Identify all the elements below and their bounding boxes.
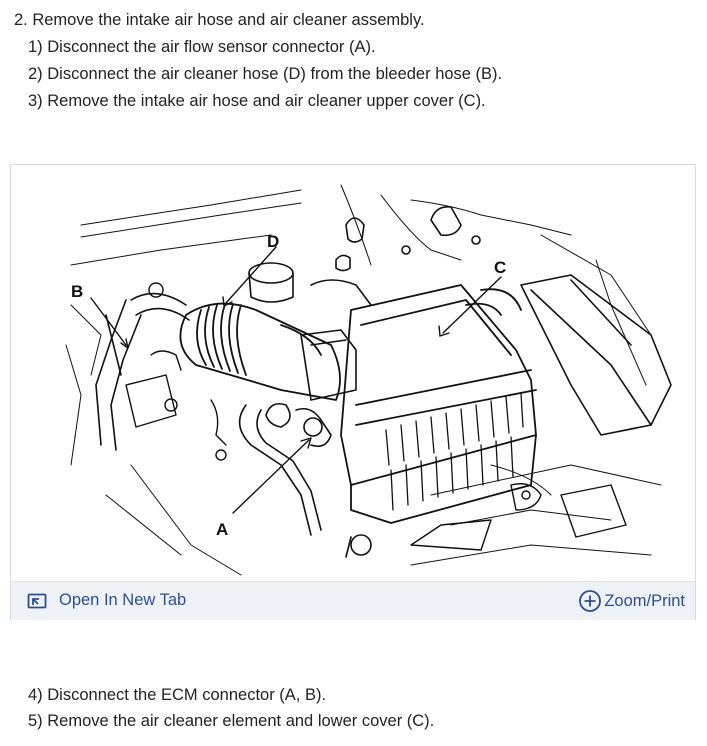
substep-5: 5) Remove the air cleaner element and lower cover (C). xyxy=(28,712,435,730)
tray-bottom-right xyxy=(411,484,626,550)
bleeder-hose xyxy=(96,294,189,450)
callout-b: B xyxy=(71,282,84,301)
left-fittings xyxy=(126,283,226,460)
callout-d: D xyxy=(267,232,280,251)
substep-1: 1) Disconnect the air flow sensor connector (A). xyxy=(28,38,376,56)
intake-air-hose xyxy=(180,304,340,400)
zoom-plus-icon xyxy=(578,589,602,613)
substep-4: 4) Disconnect the ECM connector (A, B). xyxy=(28,686,327,704)
figure-toolbar xyxy=(11,581,695,620)
battery-tray xyxy=(521,275,671,435)
callout-a: A xyxy=(216,520,229,539)
figure-frame xyxy=(10,164,696,620)
callout-leaders xyxy=(91,247,501,513)
open-new-tab-icon xyxy=(27,593,47,609)
zoom-print-link[interactable] xyxy=(578,589,685,613)
callout-c: C xyxy=(494,258,507,277)
open-new-tab-link[interactable] xyxy=(27,591,186,610)
air-cleaner-box xyxy=(341,285,536,523)
open-new-tab-label: Open In New Tab xyxy=(59,591,187,609)
substep-3: 3) Remove the intake air hose and air cleaner upper cover (C). xyxy=(28,92,486,110)
reservoir-cap xyxy=(249,263,371,305)
engine-diagram[interactable] xyxy=(11,165,697,581)
zoom-print-label: Zoom/Print xyxy=(604,591,685,610)
substep-2: 2) Disconnect the air cleaner hose (D) from the bleeder hose (B). xyxy=(28,65,503,83)
bracket-top-right xyxy=(336,207,480,271)
engine-bay-background xyxy=(66,185,661,575)
step-title: 2. Remove the intake air hose and air cleaner assembly. xyxy=(14,11,425,29)
